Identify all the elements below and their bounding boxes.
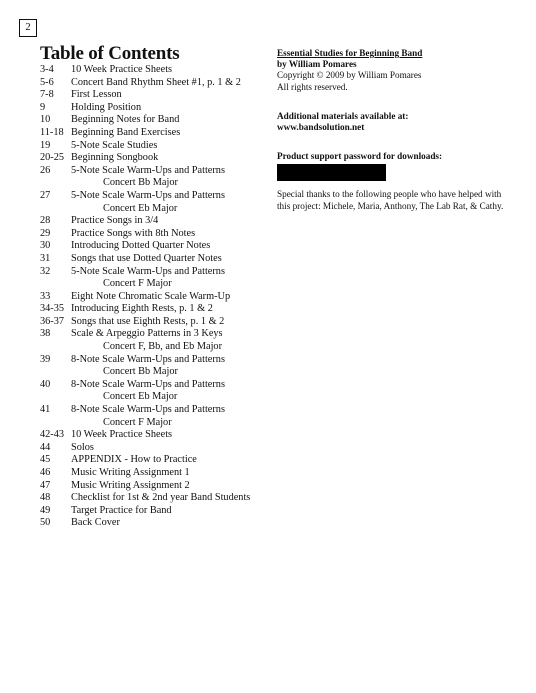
toc-page-number: 44	[40, 441, 51, 453]
toc-entry-title: Scale & Arpeggio Patterns in 3 Keys	[71, 328, 223, 340]
toc-entry	[40, 114, 250, 127]
toc-entry	[40, 165, 250, 190]
password-label: Product support password for downloads:	[277, 151, 443, 162]
toc-entry	[40, 404, 250, 429]
toc-page-number: 32	[40, 265, 51, 277]
toc-entry	[40, 429, 250, 442]
copyright-line: Copyright © 2009 by William Pomares	[277, 70, 422, 81]
toc-entry-title: Practice Songs in 3/4	[71, 215, 159, 227]
toc-page-number: 9	[40, 101, 46, 113]
toc-page-number: 38	[40, 328, 51, 340]
toc-entry-title: 10 Week Practice Sheets	[71, 64, 173, 75]
toc-entry-title: 8-Note Scale Warm-Ups and Patterns	[71, 378, 225, 390]
materials-label: Additional materials available at:	[277, 110, 409, 121]
toc-entry-title: Beginning Notes for Band	[71, 114, 180, 126]
toc-entry-title: Music Writing Assignment 1	[71, 467, 190, 478]
toc-entry	[40, 127, 250, 140]
toc-page-number: 29	[40, 227, 51, 239]
toc-entry-title: 8-Note Scale Warm-Ups and Patterns	[71, 353, 225, 365]
toc-page-number: 19	[40, 139, 51, 151]
author-line: by William Pomares	[277, 59, 357, 70]
toc-title: Table of Contents	[40, 43, 180, 64]
toc-entry-title: 5-Note Scale Studies	[71, 139, 158, 151]
special-thanks: Special thanks to the following people who have helped with this project: Michele, Maria, Anthony, The Lab Rat, & Cathy.	[277, 189, 504, 211]
toc-page-number: 33	[40, 290, 51, 302]
toc-entry-title: Introducing Dotted Quarter Notes	[71, 240, 211, 252]
toc-entry	[40, 505, 250, 518]
toc-entry	[40, 215, 250, 228]
toc-entry-subtitle: Concert F Major	[103, 278, 172, 290]
page-number: 2	[19, 19, 37, 37]
toc-entry	[40, 253, 250, 266]
toc-entry-title: Music Writing Assignment 2	[71, 479, 190, 491]
toc-entry	[40, 316, 250, 329]
book-title: Essential Studies for Beginning Band	[277, 48, 423, 58]
toc-entry-title: Beginning Songbook	[71, 152, 159, 164]
toc-entry	[40, 228, 250, 241]
toc-entry-title: Eight Note Chromatic Scale Warm-Up	[71, 290, 231, 302]
toc-entry-subtitle: Concert F, Bb, and Eb Major	[103, 341, 223, 353]
toc-page-number: 30	[40, 240, 51, 252]
toc-page-number: 48	[40, 492, 51, 504]
toc-entry-subtitle: Concert F Major	[103, 416, 172, 428]
toc-entry-title: APPENDIX - How to Practice	[71, 454, 197, 466]
toc-entry	[40, 190, 250, 215]
toc-page-number: 47	[40, 479, 51, 491]
toc-entry-subtitle: Concert Eb Major	[103, 391, 178, 403]
toc-entry-subtitle: Concert Bb Major	[103, 177, 178, 189]
toc-page-number: 20-25	[40, 152, 65, 164]
toc-entry-title: 5-Note Scale Warm-Ups and Patterns	[71, 265, 225, 277]
toc-entry	[40, 454, 250, 467]
toc-entry	[40, 102, 250, 115]
toc-entry-subtitle: Concert Eb Major	[103, 202, 178, 214]
toc-page-number: 49	[40, 504, 51, 516]
toc-entry-title: Songs that use Dotted Quarter Notes	[71, 252, 222, 264]
toc-entry-title: Introducing Eighth Rests, p. 1 & 2	[71, 303, 213, 315]
redacted-password	[277, 164, 386, 181]
toc-entry	[40, 517, 250, 530]
toc-entry	[40, 303, 250, 316]
toc-entry-title: Back Cover	[71, 517, 120, 529]
toc-entry-title: 10 Week Practice Sheets	[71, 429, 173, 441]
toc-entry-subtitle: Concert Bb Major	[103, 366, 178, 378]
toc-entry	[40, 442, 250, 455]
toc-page-number: 11-18	[40, 126, 64, 138]
toc-entry-title: Target Practice for Band	[71, 504, 172, 516]
toc-page-number: 31	[40, 252, 51, 264]
rights-line: All rights reserved.	[277, 81, 348, 92]
toc-page-number: 28	[40, 215, 51, 227]
toc-page-number: 34-35	[40, 303, 65, 315]
toc-entry	[40, 77, 250, 90]
toc-entry	[40, 140, 250, 153]
toc-entry	[40, 480, 250, 493]
toc-entry	[40, 379, 250, 404]
toc-list	[40, 64, 250, 530]
toc-entry-title: Holding Position	[71, 101, 142, 113]
toc-entry	[40, 492, 250, 505]
toc-page-number: 41	[40, 404, 51, 416]
toc-page-number: 10	[40, 114, 51, 126]
toc-entry-title: 5-Note Scale Warm-Ups and Patterns	[71, 189, 225, 201]
toc-entry	[40, 354, 250, 379]
toc-page-number: 46	[40, 467, 51, 478]
toc-entry	[40, 240, 250, 253]
toc-entry	[40, 64, 250, 77]
toc-entry-title: Checklist for 1st & 2nd year Band Students	[71, 492, 251, 504]
toc-page-number: 26	[40, 164, 51, 176]
toc-page-number: 5-6	[40, 76, 54, 88]
toc-entry	[40, 467, 250, 480]
toc-page-number: 7-8	[40, 89, 54, 101]
toc-page-number: 39	[40, 353, 51, 365]
toc-entry-title: 8-Note Scale Warm-Ups and Patterns	[71, 404, 225, 416]
toc-page-number: 27	[40, 189, 51, 201]
toc-entry-title: Concert Band Rhythm Sheet #1, p. 1 & 2	[71, 76, 241, 88]
book-info	[277, 48, 517, 212]
toc-page-number: 50	[40, 517, 51, 529]
toc-page-number: 42-43	[40, 429, 65, 441]
toc-page-number: 45	[40, 454, 51, 466]
toc-entry	[40, 291, 250, 304]
toc-entry-title: Solos	[71, 441, 94, 453]
toc-entry-title: 5-Note Scale Warm-Ups and Patterns	[71, 164, 225, 176]
toc-page-number: 40	[40, 378, 51, 390]
toc-entry-title: Beginning Band Exercises	[71, 126, 181, 138]
toc-entry	[40, 328, 250, 353]
toc-entry-title: Songs that use Eighth Rests, p. 1 & 2	[71, 315, 225, 327]
toc-entry	[40, 89, 250, 102]
toc-page-number: 36-37	[40, 315, 65, 327]
toc-entry-title: Practice Songs with 8th Notes	[71, 227, 196, 239]
toc-entry	[40, 266, 250, 291]
toc-page-number: 3-4	[40, 64, 54, 75]
materials-url: www.bandsolution.net	[277, 122, 365, 133]
toc-entry-title: First Lesson	[71, 89, 122, 101]
toc-entry	[40, 152, 250, 165]
